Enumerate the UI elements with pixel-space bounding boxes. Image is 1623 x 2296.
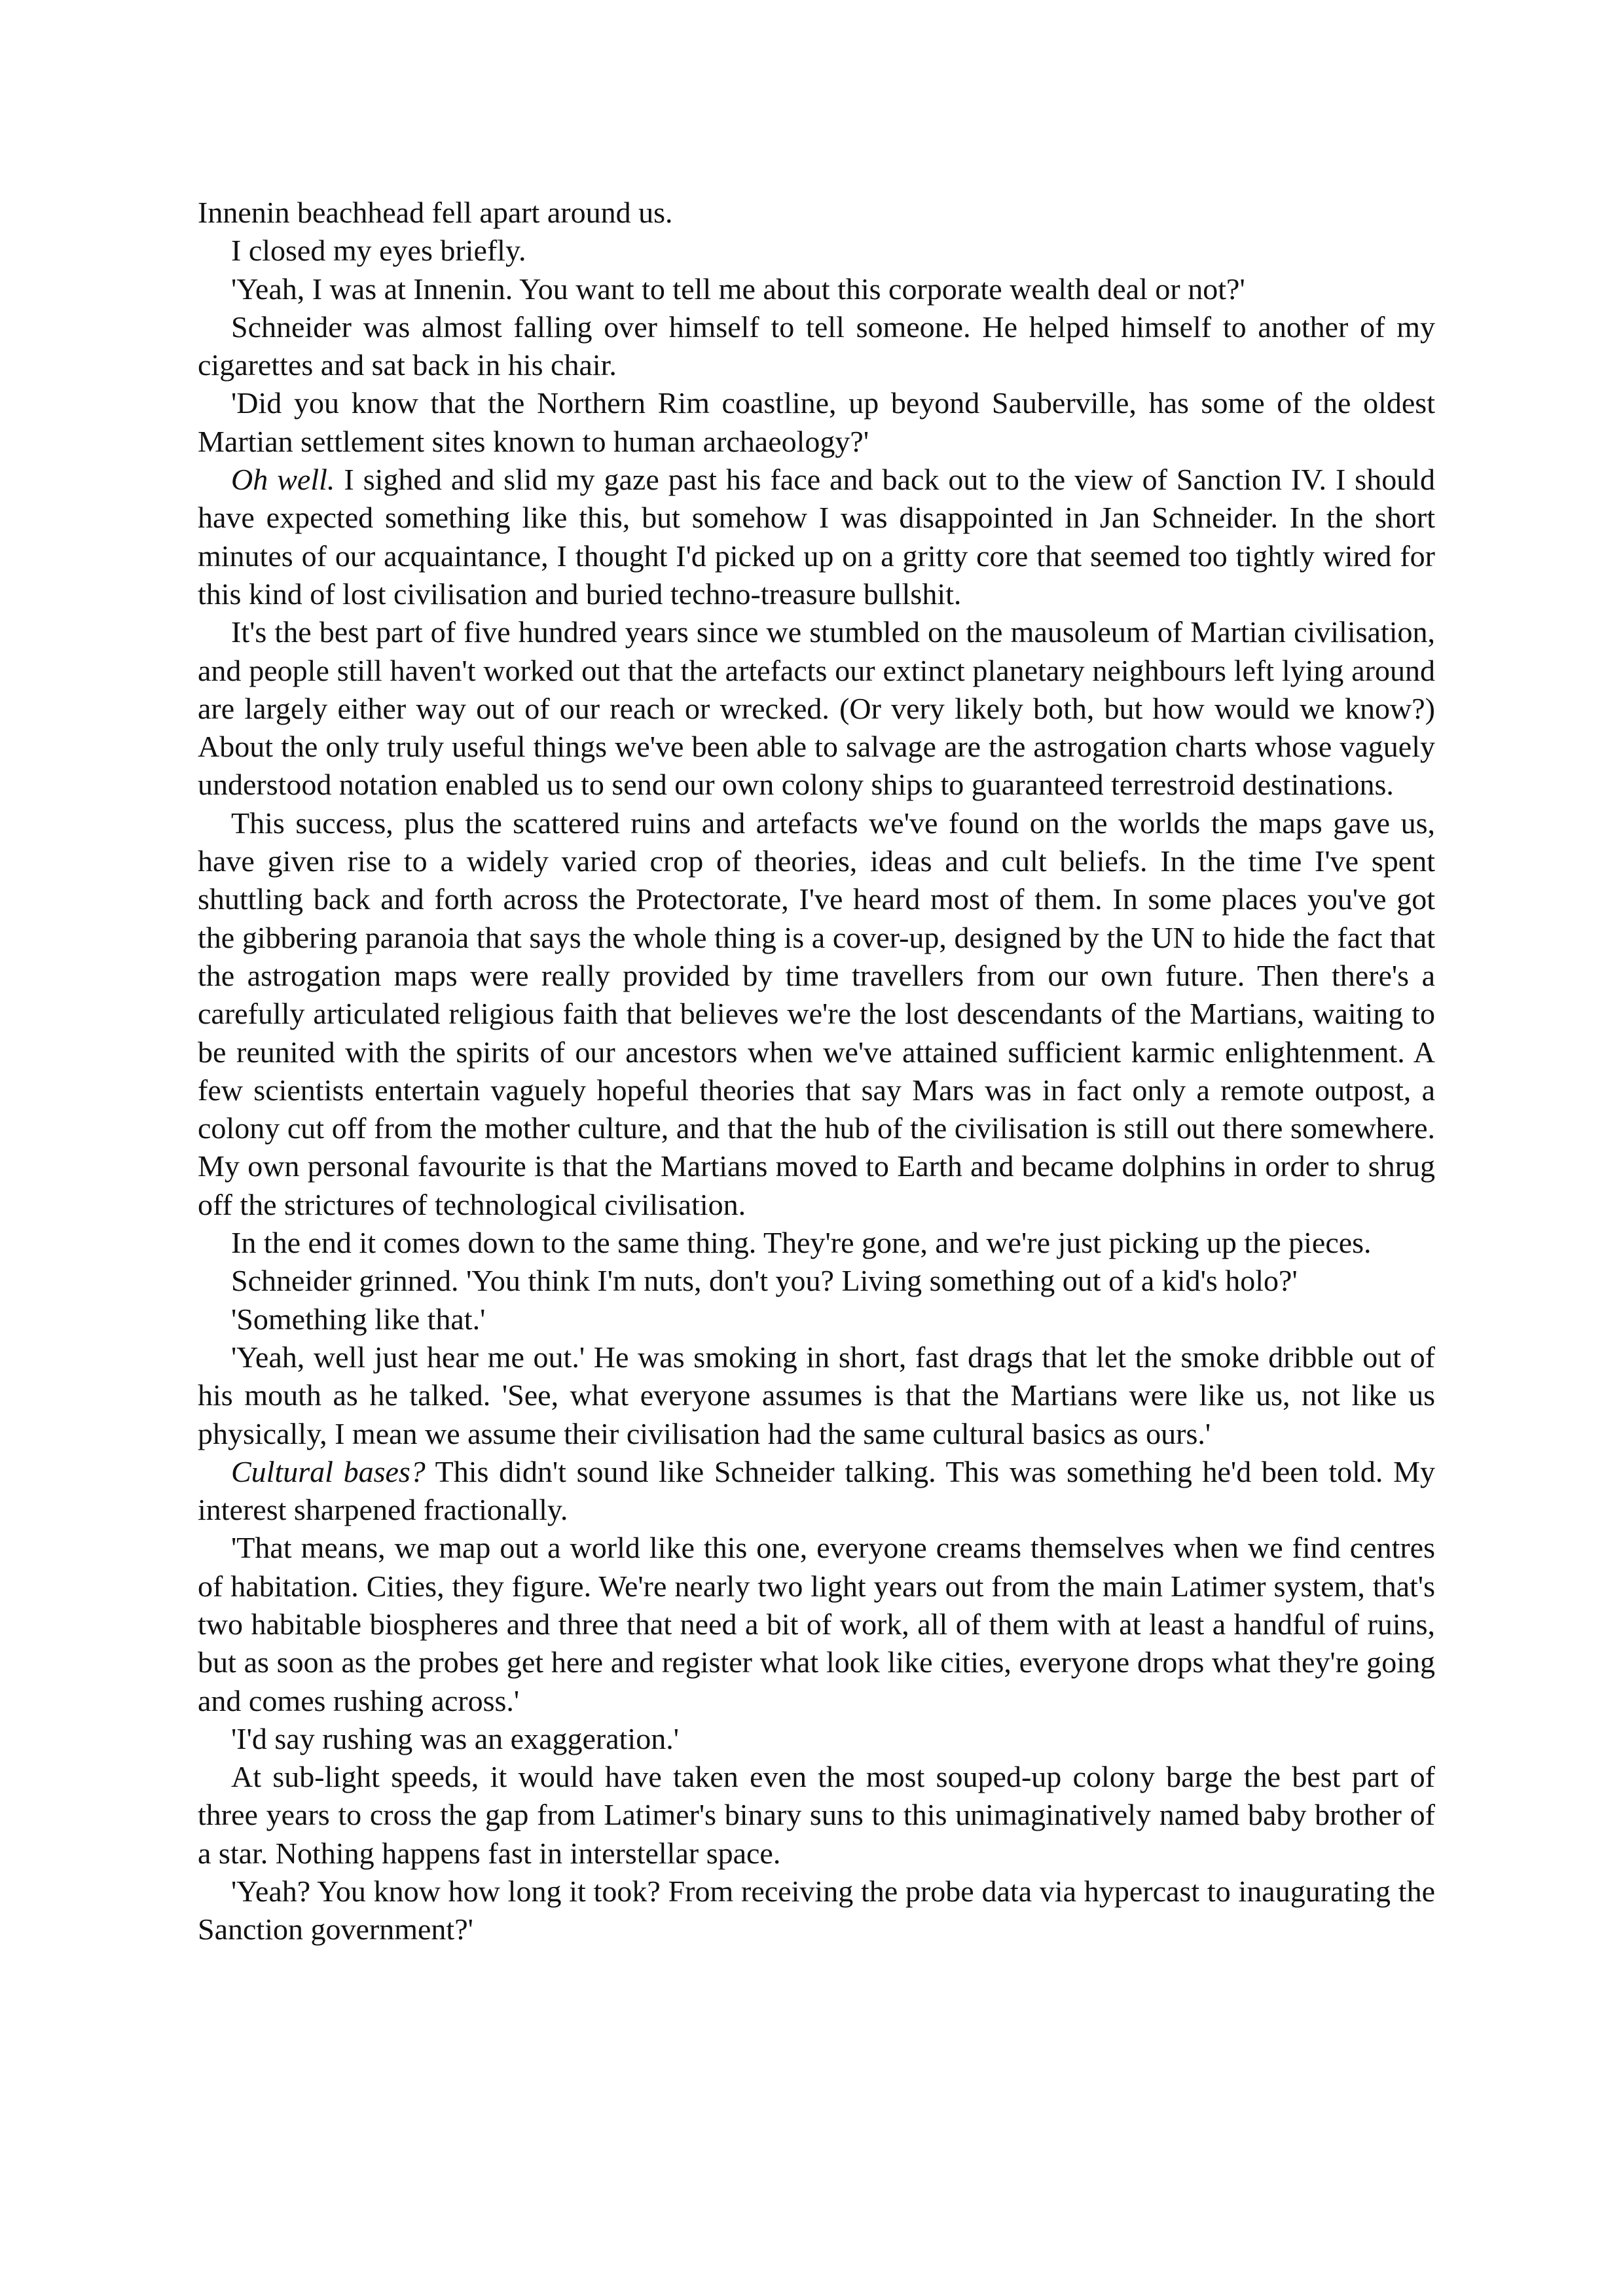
text-span: 'Yeah, I was at Innenin. You want to tell me about this corporate wealth deal or not?' [231,272,1245,306]
paragraph [198,270,1435,308]
paragraph [198,461,1435,613]
italic-text-span: Oh well. [231,463,335,497]
paragraph [198,1262,1435,1300]
text-span: 'Something like that.' [231,1302,486,1336]
paragraph [198,1338,1435,1453]
paragraph [198,232,1435,270]
text-span: In the end it comes down to the same thing. They're gone, and we're just picking up the pieces. [231,1226,1372,1260]
paragraph [198,1529,1435,1719]
text-span: 'Yeah, well just hear me out.' He was smoking in short, fast drags that let the smoke dribble out of his mouth as he talked. 'See, what everyone assumes is that the Martians were like us, not like us physically, I mean we assume their civilisation had the same cultural basics as ours.' [198,1340,1435,1450]
paragraph [198,1224,1435,1262]
text-span: This success, plus the scattered ruins and artefacts we've found on the worlds the maps gave us, have given rise to a widely varied crop of theories, ideas and cult beliefs. In the time I've spent shuttling back and forth across the Protectorate, I've heard most of them. In some places you've got the gibbering paranoia that says the whole thing is a cover-up, designed by the UN to hide the fact that the astrogation maps were really provided by time travellers from our own future. Then there's a carefully articulated religious faith that believes we're the lost descendants of the Martians, waiting to be reunited with the spirits of our ancestors when we've attained sufficient karmic enlightenment. A few scientists entertain vaguely hopeful theories that say Mars was in fact only a remote outpost, a colony cut off from the mother culture, and that the hub of the civilisation is still out there somewhere. My own personal favourite is that the Martians moved to Earth and became dolphins in order to shrug off the strictures of technological civilisation. [198,806,1435,1221]
paragraph [198,613,1435,804]
text-span: Schneider was almost falling over himself to tell someone. He helped himself to another of my cigarettes and sat back in his chair. [198,310,1435,382]
text-span: It's the best part of five hundred years since we stumbled on the mausoleum of Martian civilisation, and people still haven't worked out that the artefacts our extinct planetary neighbours left lying around are largely either way out of our reach or wrecked. (Or very likely both, but how would we know?) About the only truly useful things we've been able to salvage are the astrogation charts whose vaguely understood notation enabled us to send our own colony ships to guaranteed terrestroid destinations. [198,615,1435,802]
paragraph [198,1453,1435,1530]
text-span: I closed my eyes briefly. [231,234,526,268]
text-span: I sighed and slid my gaze past his face and back out to the view of Sanction IV. I should have expected something like this, but somehow I was disappointed in Jan Schneider. In the short minutes of our acquaintance, I thought I'd picked up on a gritty core that seemed too tightly wired for this kind of lost civilisation and buried techno-treasure bullshit. [198,463,1435,611]
paragraph [198,384,1435,461]
text-span: 'That means, we map out a world like this one, everyone creams themselves when we find centres of habitation. Cities, they figure. We're nearly two light years out from the main Latimer system, that's two habitable biospheres and three that need a bit of work, all of them with at least a handful of ruins, but as soon as the probes get here and register what look like cities, everyone drops what they're going and comes rushing across.' [198,1531,1435,1717]
text-span: 'Yeah? You know how long it took? From receiving the probe data via hypercast to inaugurating the Sanction government?' [198,1874,1435,1946]
italic-text-span: Cultural bases? [231,1454,426,1488]
text-span: At sub-light speeds, it would have taken even the most souped-up colony barge the best part of three years to cross the gap from Latimer's binary suns to this unimaginatively named baby brother of a star. Nothing happens fast in interstellar space. [198,1760,1435,1870]
paragraph [198,1758,1435,1873]
paragraph [198,1720,1435,1758]
paragraph [198,194,1435,232]
text-span: Innenin beachhead fell apart around us. [198,196,673,229]
paragraph [198,308,1435,385]
paragraph [198,1300,1435,1338]
page-text-column [198,194,1435,1949]
text-span: Schneider grinned. 'You think I'm nuts, don't you? Living something out of a kid's holo?' [231,1264,1298,1298]
text-span: This didn't sound like Schneider talking. This was something he'd been told. My interest sharpened fractionally. [198,1454,1435,1527]
text-span: 'I'd say rushing was an exaggeration.' [231,1721,680,1755]
paragraph [198,804,1435,1224]
text-span: 'Did you know that the Northern Rim coastline, up beyond Sauberville, has some of the oldest Martian settlement sites known to human archaeology?' [198,386,1435,458]
paragraph [198,1873,1435,1949]
